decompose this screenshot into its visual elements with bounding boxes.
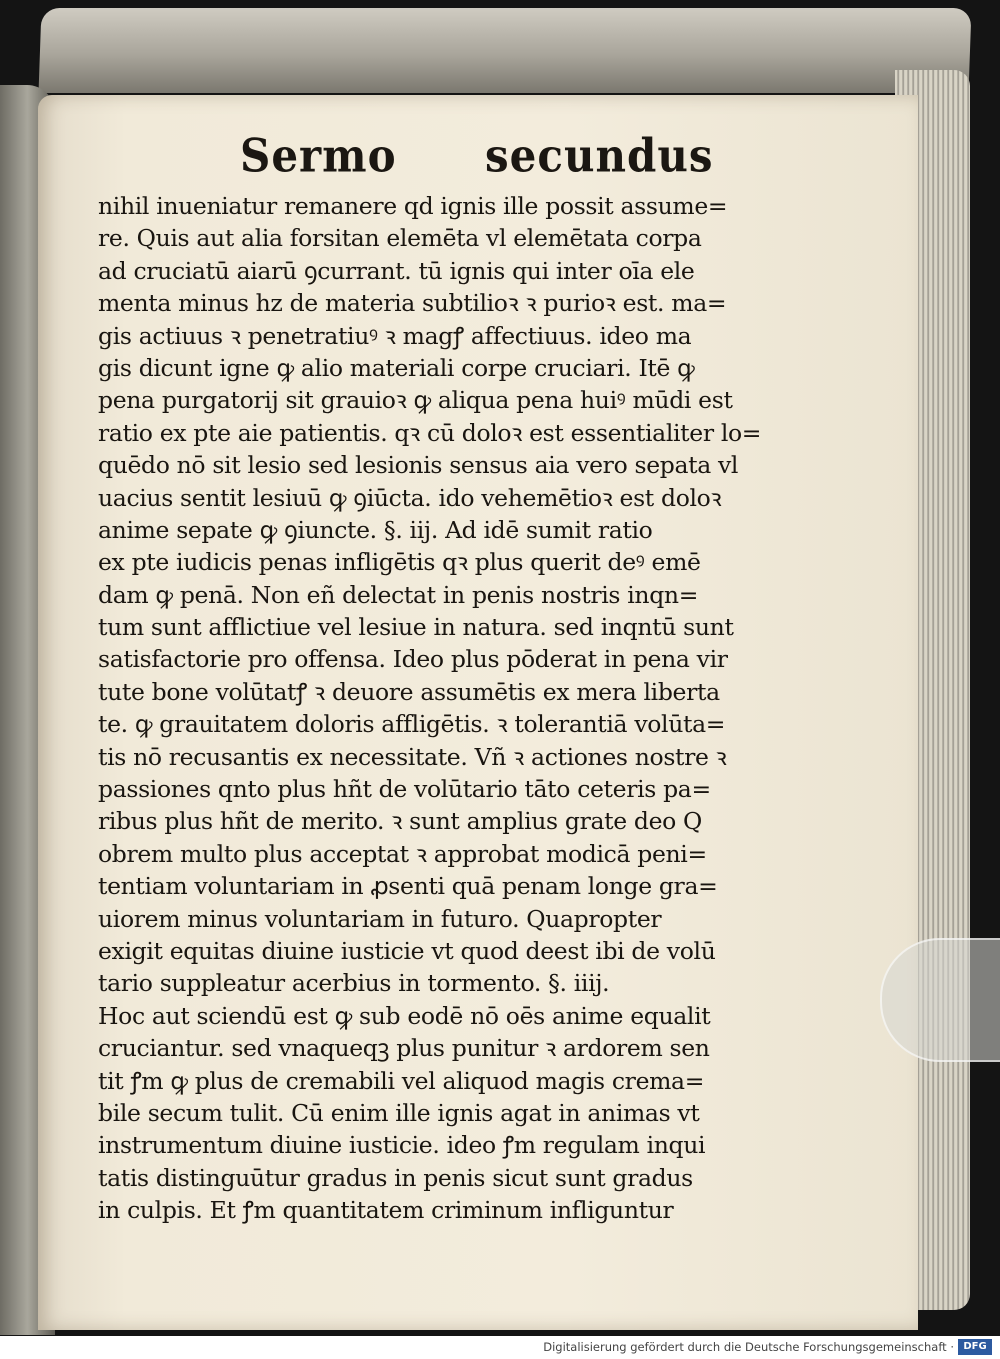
text-line: tentiam voluntariam in ꝓsenti quā penam longe gra= xyxy=(98,872,718,901)
text-line: tum sunt afflictiue vel lesiue in natura. sed inqntū sunt xyxy=(98,613,734,642)
text-line: uiorem minus voluntariam in futuro. Quapropter xyxy=(98,904,662,933)
text-line: ex pte iudicis penas infligētis qꝛ plus querit deꝰ emē xyxy=(98,548,701,577)
text-line: menta minus hz de materia subtilioꝛ ꝛ purioꝛ est. ma= xyxy=(98,289,727,318)
dfg-logo-icon: DFG xyxy=(958,1339,992,1355)
text-line: te. ꝙ grauitatem doloris affligētis. ꝛ tolerantiā volūta= xyxy=(98,710,726,739)
text-line: in culpis. Et ꝭm quantitatem criminum infliguntur xyxy=(98,1196,674,1225)
text-line: satisfactorie pro offensa. Ideo plus pōderat in pena vir xyxy=(98,645,728,674)
text-line: quēdo nō sit lesio sed lesionis sensus aia vero sepata vl xyxy=(98,451,739,480)
text-line: Hoc aut sciendū est ꝙ sub eodē nō oēs anime equalit xyxy=(98,1001,711,1030)
text-line: gis actiuus ꝛ penetratiuꝰ ꝛ magꝭ affectiuus. ideo ma xyxy=(98,321,692,350)
text-line: ratio ex pte aie patientis. qꝛ cū doloꝛ est essentialiter lo= xyxy=(98,418,762,447)
footer-bar xyxy=(0,1336,1000,1359)
text-line: uacius sentit lesiuū ꝙ ꝯiūcta. ido vehemētioꝛ est doloꝛ xyxy=(98,483,722,512)
text-line: tute bone volūtatꝭ ꝛ deuore assumētis ex mera liberta xyxy=(98,677,720,706)
text-line: instrumentum diuine iusticie. ideo ꝭm regulam inqui xyxy=(98,1131,706,1160)
text-line: obrem multo plus acceptat ꝛ approbat modicā peni= xyxy=(98,839,707,868)
text-line: exigit equitas diuine iusticie vt quod deest ibi de volū xyxy=(98,936,716,965)
text-line: ribus plus hñt de merito. ꝛ sunt amplius grate deo Q xyxy=(98,807,702,836)
text-line: tit ꝭm ꝙ plus de cremabili vel aliquod magis crema= xyxy=(98,1066,705,1095)
text-line: anime sepate ꝙ ꝯiuncte. §. iij. Ad idē sumit ratio xyxy=(98,515,653,544)
running-head-word: Sermo xyxy=(240,128,397,183)
running-head-word: secundus xyxy=(485,128,714,183)
funding-note: Digitalisierung gefördert durch die Deutsche Forschungsgemeinschaft · xyxy=(543,1340,954,1354)
text-line: re. Quis aut alia forsitan elemēta vl elemētata corpa xyxy=(98,224,702,253)
text-line: ad cruciatū aiarū ꝯcurrant. tū ignis qui inter oīa ele xyxy=(98,256,695,285)
text-line: tis nō recusantis ex necessitate. Vñ ꝛ actiones nostre ꝛ xyxy=(98,742,727,771)
text-line: bile secum tulit. Cū enim ille ignis agat in animas vt xyxy=(98,1098,700,1127)
text-line: tario suppleatur acerbius in tormento. §. iiij. xyxy=(98,969,610,998)
text-line: cruciantur. sed vnaqueqꝫ plus punitur ꝛ ardorem sen xyxy=(98,1034,710,1063)
text-line: dam ꝙ penā. Non eñ delectat in penis nostris inqn= xyxy=(98,580,699,609)
book-top-edge xyxy=(39,8,972,93)
page-clamp xyxy=(880,938,1000,1062)
text-line: tatis distinguūtur gradus in penis sicut sunt gradus xyxy=(98,1163,693,1192)
body-text xyxy=(98,190,778,1227)
text-line: passiones qnto plus hñt de volūtario tāto ceteris pa= xyxy=(98,775,711,804)
text-line: nihil inueniatur remanere qd ignis ille possit assume= xyxy=(98,192,728,220)
text-line: pena purgatorij sit grauioꝛ ꝙ aliqua pena huiꝰ mūdi est xyxy=(98,386,733,415)
text-line: gis dicunt igne ꝙ alio materiali corpe cruciari. Itē ꝙ xyxy=(98,353,695,382)
